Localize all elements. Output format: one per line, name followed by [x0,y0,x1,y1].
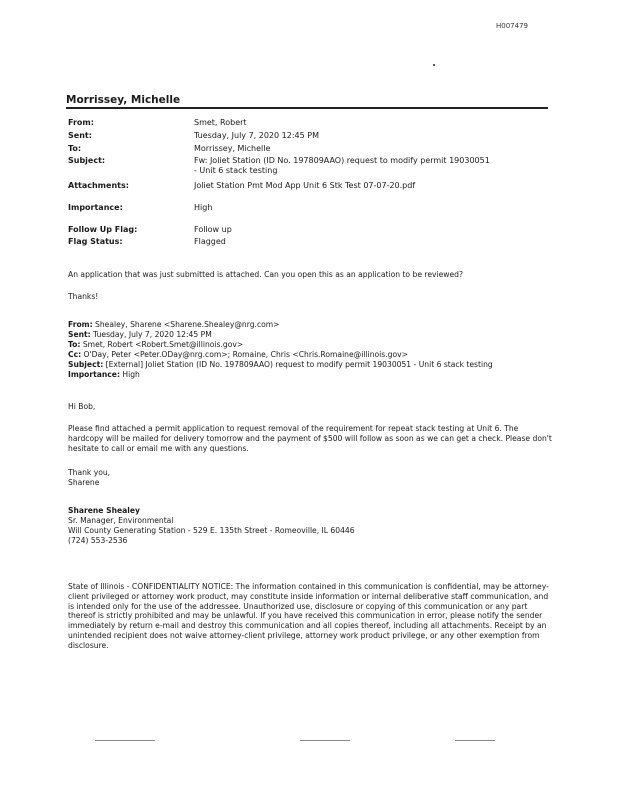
scan-speck [455,740,495,741]
fwd-from-value: Shealey, Sharene <Sharene.Shealey@nrg.com> [95,320,280,329]
closing: Thank you, [68,468,111,477]
fwd-importance-label: Importance: [68,370,120,379]
flag-status-label: Flag Status: [68,237,123,246]
scan-speck [95,740,155,741]
importance-value: High [194,203,213,212]
fwd-cc-label: Cc: [68,350,82,359]
closing-name: Sharene [68,478,100,487]
scan-speck [300,740,350,741]
forwarded-cc [68,350,548,360]
forwarded-to [68,340,548,350]
fwd-subject-label: Subject: [68,360,104,369]
follow-up-flag-value: Follow up [194,225,232,234]
bates-number: H007479 [496,22,528,30]
from-value: Smet, Robert [194,118,247,127]
forwarded-sent [68,330,548,340]
signature-name: Sharene Shealey [68,506,140,515]
forwarded-from [68,320,548,330]
subject-value: Fw: Joliet Station (ID No. 197809AAO) request to modify permit 19030051 - Unit 6 stack testing [194,156,490,175]
flag-status-value: Flagged [194,237,226,246]
to-value: Morrissey, Michelle [194,144,271,153]
follow-up-flag-label: Follow Up Flag: [68,225,138,234]
signature-title: Sr. Manager, Environmental [68,516,174,525]
attachments-label: Attachments: [68,181,129,190]
fwd-importance-value: High [122,370,140,379]
forwarded-subject [68,360,548,370]
subject-label: Subject: [68,156,106,165]
to-label: To: [68,144,82,153]
from-label: From: [68,118,94,127]
thanks-text: Thanks! [68,292,99,301]
letter-paragraph: Please find attached a permit application to request removal of the requirement for repeat stack testing at Unit 6. The hardcopy will be mailed for delivery tomorrow and the payment of $500 will follow as soon as we can get a check. Please don't hesitate to call or email me with any questions. [68,424,552,453]
signature-address: Will County Generating Station - 529 E. 135th Street - Romeoville, IL 60446 [68,526,355,535]
message-text: An application that was just submitted is attached. Can you open this as an application to be reviewed? [68,270,464,279]
greeting: Hi Bob, [68,402,96,411]
fwd-from-label: From: [68,320,93,329]
forwarded-importance [68,370,548,380]
signature-phone: (724) 553-2536 [68,536,128,545]
confidentiality-notice: State of Illinois - CONFIDENTIALITY NOTICE: The information contained in this communication is confidential, may be attorney-client privileged or attorney work product, may constitute inside information or internal deliberative staff communication, and is intended only for the use of the addressee. Unauthorized use, disclosure or copying of this communication or any part thereof is strictly prohibited and may be unlawful. If you have received this communication in error, please notify the sender immediately by return e-mail and destroy this communication and all copies thereof, including all attachments. Receipt by an unintended recipient does not waive attorney-client privilege, attorney work product privilege, or any other exemption from disclosure. [68,582,549,650]
fwd-sent-value: Tuesday, July 7, 2020 12:45 PM [93,330,212,339]
sent-value: Tuesday, July 7, 2020 12:45 PM [194,131,319,140]
importance-label: Importance: [68,203,123,212]
sent-label: Sent: [68,131,92,140]
fwd-to-value: Smet, Robert <Robert.Smet@illinois.gov> [82,340,244,349]
fwd-subject-value: [External] Joliet Station (ID No. 197809AAO) request to modify permit 19030051 - Unit 6 stack testing [105,360,493,369]
fwd-sent-label: Sent: [68,330,91,339]
scan-speck [433,64,435,66]
mailbox-owner-name: Morrissey, Michelle [66,94,181,106]
fwd-to-label: To: [68,340,81,349]
fwd-cc-value: O'Day, Peter <Peter.ODay@nrg.com>; Romaine, Chris <Chris.Romaine@illinois.gov> [83,350,408,359]
header-divider [66,107,548,109]
attachment-link[interactable]: Joliet Station Pmt Mod App Unit 6 Stk Test 07-07-20.pdf [194,181,416,190]
